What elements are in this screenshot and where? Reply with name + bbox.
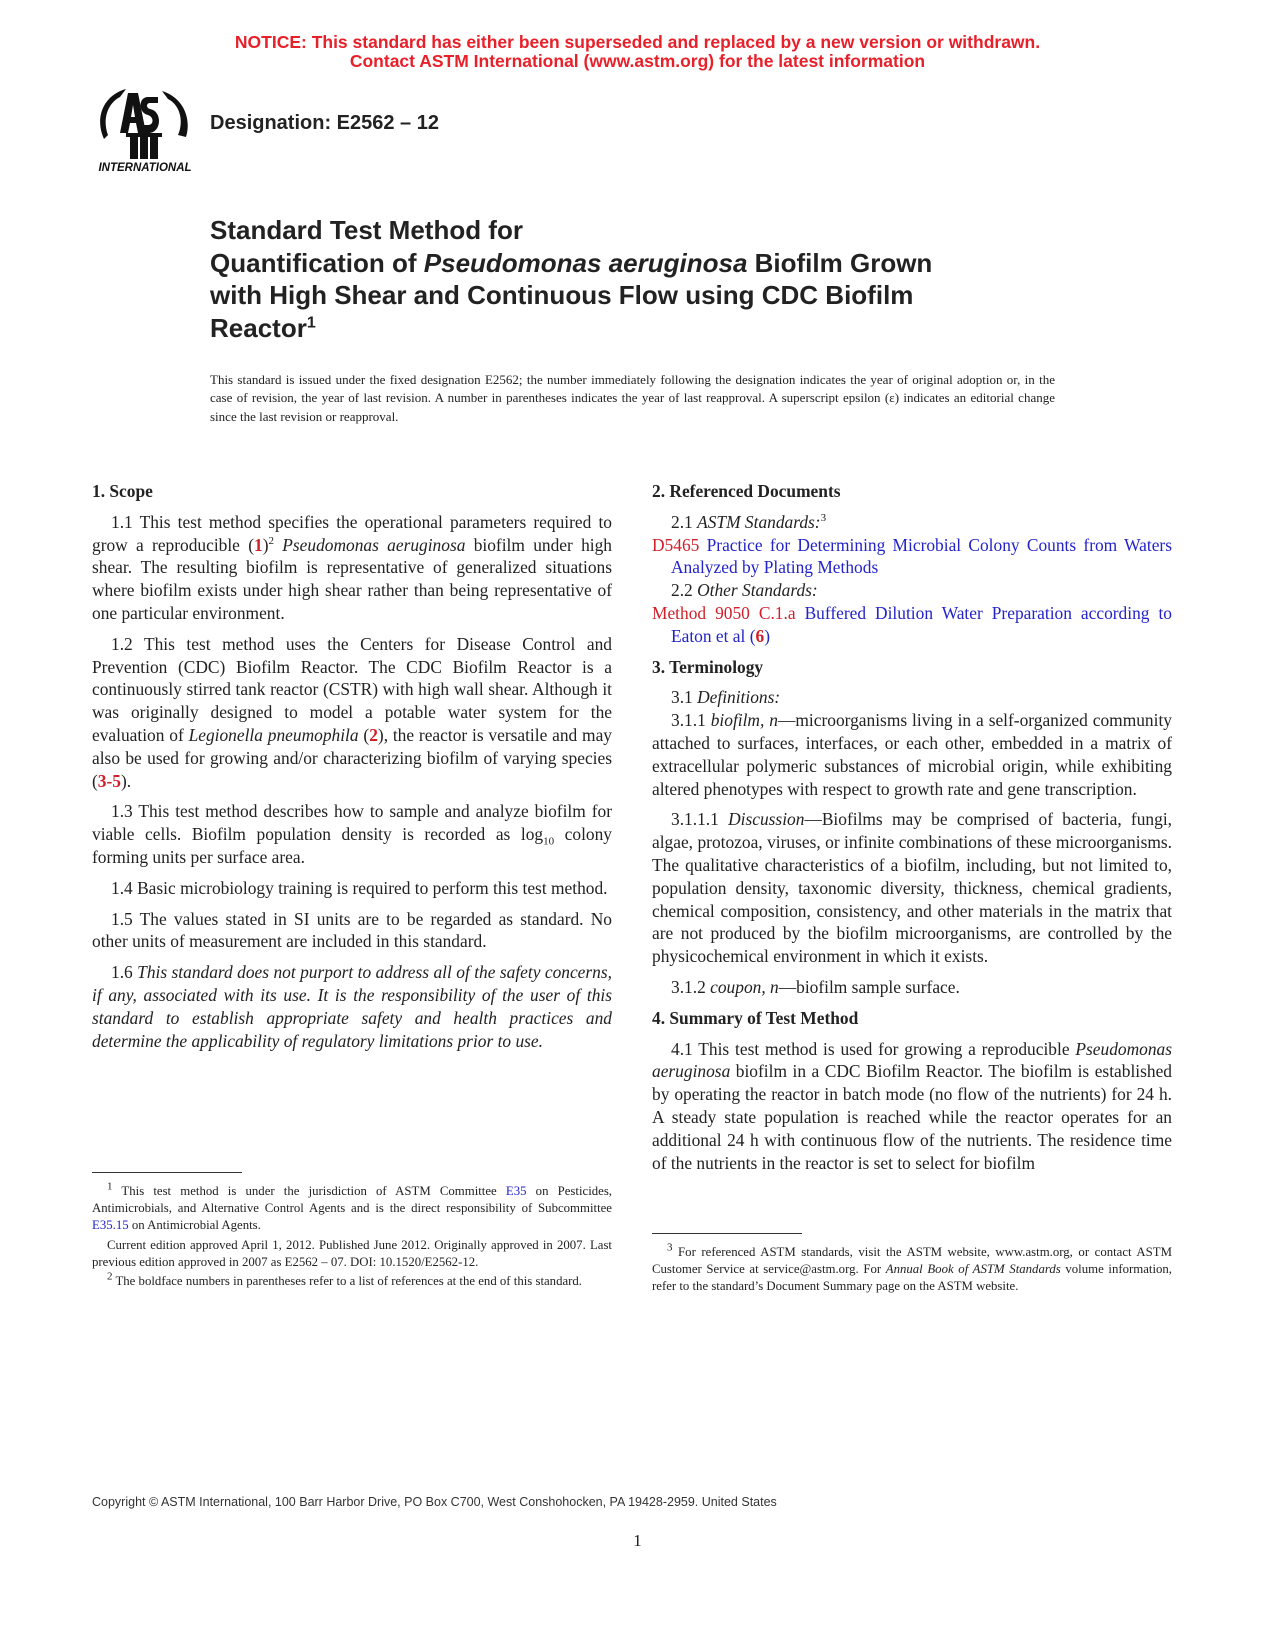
right-column [652, 480, 1172, 1182]
committee-link[interactable]: E35 [505, 1184, 527, 1198]
title-organism: Pseudomonas aeruginosa [423, 247, 748, 278]
reference-d5465[interactable] [652, 534, 1172, 580]
paragraph-1-6: 1.6 This standard does not purport to address all of the safety concerns, if any, associated with its use. It is the responsibility of the user of this standard to establish appropriate safety and health practices and determine the applicability of regulatory limitations prior to use. [92, 962, 612, 1051]
reference-method-9050[interactable]: Method 9050 C.1.a Buffered Dilution Water Preparation according to Eaton et al (6) [652, 602, 1172, 646]
document-title [210, 214, 1040, 344]
paragraph-1-5: 1.5 The values stated in SI units are to be regarded as standard. No other units of measurement are included in this standard. [92, 908, 612, 952]
title-line-4 [210, 312, 1040, 345]
title-text: Biofilm Grown [747, 247, 933, 278]
paragraph-1-1: 1.1 This test method specifies the operational parameters required to grow a reproducible $(1)^2$ Pseudomonas aeruginosa biofilm under high shear. The resulting biofilm is representative of generalized situations where biofilm exists under high shear rather than being representative of one particular environment. [92, 511, 612, 623]
reference-code[interactable]: D5465 [652, 534, 700, 555]
astm-logo-icon [90, 83, 200, 178]
logo-text: INTERNATIONAL [98, 162, 192, 174]
footnote-1: $^1$ This test method is under the jurisdiction of ASTM Committee E35 on Pesticides, Antimicrobials, and Alternative Control Agents and is the direct responsibility of Subcommittee E35.15 on Antimicrobial Agents. [92, 1180, 613, 1233]
page-number: 1 [633, 1531, 642, 1550]
designation: Designation: E2562 – 12 [210, 112, 439, 134]
footnote-3: $^3$ For referenced ASTM standards, visit the ASTM website, www.astm.org, or contact ASTM Customer Service at service@astm.org. For Annual Book of ASTM Standards volume information, refer to the standard’s Document Summary page on the ASTM website. [652, 1241, 1173, 1294]
reference-link[interactable]: 6 [755, 625, 765, 646]
reference-link[interactable]: 2 [369, 724, 378, 745]
paragraph-2-1: 2.1 ASTM Standards:$^3$ [671, 511, 827, 532]
left-column [92, 480, 612, 1060]
reference-link[interactable]: 3-5 [97, 770, 121, 791]
footnote-divider [92, 1172, 242, 1173]
title-footnote-mark: 1 [306, 313, 316, 331]
paragraph-3-1-1-1: 3.1.1.1 Discussion—Biofilms may be comprised of bacteria, fungi, algae, protozoa, viruses, or infinite combinations of these microorganisms. The qualitative characteristics of a biofilm, including, but not limited to, population density, taxonomic diversity, thickness, chemical gradients, chemical composition, consistency, and other materials in the matrix that are not produced by the biofilm microorganisms, are controlled by the physicochemical environment in which it exists. [652, 809, 1172, 967]
paragraph-1-2: 1.2 This test method uses the Centers for Disease Control and Prevention (CDC) Biofilm Reactor. The CDC Biofilm Reactor is a continuously stirred tank reactor (CSTR) with high wall shear. Although it was originally designed to model a potable water system for the evaluation of Legionella pneumophila (2), the reactor is versatile and may also be used for growing and/or characterizing biofilm of varying species (3-5). [92, 633, 612, 791]
section-heading-terminology: 3. Terminology [652, 656, 764, 677]
footnote-2: $^2$ The boldface numbers in parentheses refer to a list of references at the end of this standard. [107, 1270, 583, 1289]
footnotes-left [92, 1172, 612, 1292]
withdrawal-notice [0, 33, 1275, 71]
footnote-divider [652, 1233, 802, 1234]
paragraph-3-1-1: 3.1.1 biofilm, n—microorganisms living in a self-organized community attached to surfaces, interfaces, or each other, embedded in a matrix of extracellular polymeric substances of microbial origin, while exhibiting altered phenotypes with respect to growth rate and gene transcription. [652, 710, 1172, 799]
reference-link[interactable]: 1 [253, 534, 263, 555]
title-text: Reactor [210, 312, 307, 343]
section-heading-summary: 4. Summary of Test Method [652, 1007, 859, 1028]
section-heading-referenced-documents: 2. Referenced Documents [652, 481, 841, 501]
paragraph-1-4: 1.4 Basic microbiology training is required to perform this test method. [111, 877, 608, 898]
notice-line-2: Contact ASTM International (www.astm.org) for the latest information [349, 51, 926, 71]
paragraph-1-3: 1.3 This test method describes how to sample and analyze biofilm for viable cells. Biofilm population density is recorded as $\log_{10}$ colony forming units per surface area. [92, 801, 612, 867]
reference-title[interactable]: Buffered Dilution Water Preparation according to Eaton et al ( [671, 602, 1172, 646]
title-line-2 [210, 247, 1040, 280]
footnote-1-edition: Current edition approved April 1, 2012. Published June 2012. Originally approved in 2007. Last previous edition approved in 2007 as E2562 – 07. DOI: 10.1520/E2562-12. [92, 1237, 612, 1269]
copyright-line: Copyright © ASTM International, 100 Barr Harbor Drive, PO Box C700, West Conshohocken, PA 19428-2959. United States [92, 1495, 777, 1509]
subcommittee-link[interactable]: E35.15 [92, 1218, 129, 1233]
paragraph-2-2: 2.2 Other Standards: [671, 580, 818, 601]
astm-logo [90, 83, 200, 178]
title-line-1: Standard Test Method for [210, 215, 523, 245]
paragraph-3-1: 3.1 Definitions: [671, 687, 781, 708]
section-heading-scope: 1. Scope [92, 481, 153, 501]
reference-title[interactable]: Practice for Determining Microbial Colony Counts from Waters Analyzed by Plating Methods [671, 534, 1172, 578]
footnotes-right [652, 1233, 1172, 1298]
reference-code[interactable]: Method 9050 C.1.a [652, 602, 796, 623]
paragraph-4-1: 4.1 This test method is used for growing a reproducible Pseudomonas aeruginosa biofilm in a CDC Biofilm Reactor. The biofilm is established by operating the reactor in batch mode (no flow of the nutrients) for 24 h. A steady state population is reached while the reactor operates for an additional 24 h with continuous flow of the nutrients. The residence time of the nutrients in the reactor is set to select for biofilm [652, 1038, 1172, 1173]
title-text: Quantification of [210, 247, 424, 278]
title-line-3: with High Shear and Continuous Flow using CDC Biofilm [210, 280, 914, 310]
issue-note: This standard is issued under the fixed designation E2562; the number immediately following the designation indicates the year of original adoption or, in the case of revision, the year of last revision. A number in parentheses indicates the year of last reapproval. A superscript epsilon (ε) indicates an editorial change since the last revision or reapproval. [210, 372, 1055, 424]
footnote-mark: 2 [268, 534, 274, 547]
paragraph-3-1-2: 3.1.2 coupon, n—biofilm sample surface. [671, 976, 960, 997]
notice-line-1: NOTICE: This standard has either been superseded and replaced by a new version or withdrawn. [234, 32, 1041, 52]
